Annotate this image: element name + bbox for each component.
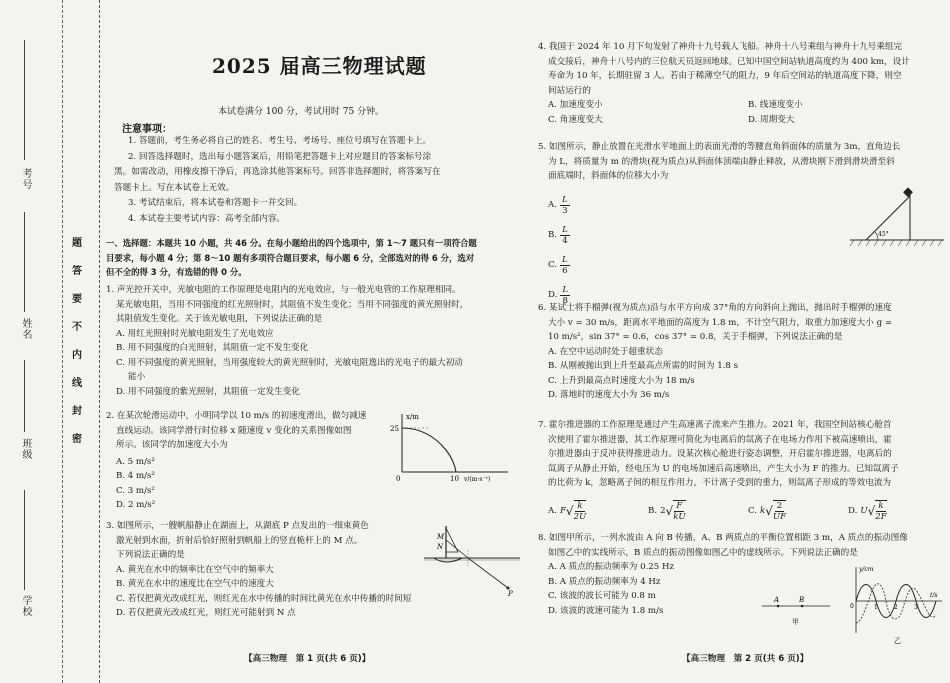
q8-ylabel: y/cm	[859, 566, 874, 573]
q1-option-c: C. 用不同强度的黄光照射，当用强度较大的黄光照射时，光敏电阻逸出的光电子的最大初动	[116, 357, 463, 368]
seal-line-text: 题 答 要 不 内 线 封 密	[72, 238, 82, 445]
q8-xlabel: t/s	[930, 592, 938, 599]
q8-label-a: A	[774, 596, 780, 604]
q2-ytick: 25	[390, 425, 399, 433]
q6-option-d: D. 落地时的速度大小为 36 m/s	[548, 390, 670, 400]
question-6: 6. 某试士将手榴弹(视为质点)沿与水平方向成 37°角的方向斜向上抛出，抛出时手榴弹的速度 大小 v = 30 m/s，距离水平地面的高度为 1.8 m，不计空气阻力，取重力加速度大小 g = 10 m/s²，sin 37° = 0.6，cos 37° = 0.8，关于手榴弹，下列说法正确的是 A. 在空中运动时处于超重状态 B. 从刚被抛出到上升至最高点所需的时间为 1.8 s C. 上升到最高点时速度大小为 18 m/s D. 落地时的速度大小为 36 m/s	[538, 301, 892, 403]
q5-angle-label: 45°	[878, 231, 889, 238]
q7-options	[548, 500, 948, 522]
notice-4: 4. 本试卷主要考试内容：高考全部内容。	[128, 213, 286, 224]
q8-origin: 0	[850, 603, 854, 610]
q2-option-c: C. 3 m/s²	[116, 485, 155, 496]
q2-option-d: D. 2 m/s²	[116, 500, 156, 510]
q3-label-n: N	[437, 543, 444, 551]
footer-page-1: 【高三物理 第 1 页(共 6 页)】	[244, 654, 371, 664]
q6-option-b: B. 从刚被抛出到上升至最高点所需的时间为 1.8 s	[548, 361, 739, 371]
q2-option-a: A. 5 m/s²	[116, 456, 155, 467]
q3-label-m: M	[437, 533, 445, 541]
q7-option-c: C. k √ 2 UF	[748, 501, 787, 522]
question-5: 5. 如图所示，静止放置在光滑水平地面上的表面光滑的等腰直角斜面体的质量为 3m，直角边长 为 L，将质量为 m 的滑块(视为质点)从斜面体顶端由静止释放，从滑块刚下滑到滑块滑至斜 面底端时，斜面体的位移大小为	[538, 142, 901, 181]
name-label: 姓名	[20, 318, 31, 340]
q5-incline-figure	[850, 186, 944, 248]
q3-sailboat-figure	[424, 520, 520, 596]
class-label: 班级	[20, 438, 31, 460]
q8-option-a: A. A 质点的振动频率为 0.25 Hz	[548, 562, 674, 572]
footer-page-2: 【高三物理 第 2 页(共 6 页)】	[682, 654, 809, 664]
q2-xtick: 10	[450, 475, 459, 482]
q8-tick-1: 1	[874, 604, 878, 611]
q2-origin: 0	[396, 475, 401, 482]
question-8: 8. 如图甲所示，一列水波由 A 向 B 传播，A、B 两质点的平衡位置相距 3 m，A 质点的振动图像 如图乙中的实线所示，B 质点的振动图像如图乙中的虚线所示。下列说法正确的是 A. A 质点的振动频率为 0.25 Hz B. A 质点的振动频率为 4 Hz C. 该波的波长可能为 0.8 m D. 该波的波速可能为 1.8 m/s	[538, 531, 908, 618]
exam-no-line	[24, 40, 25, 160]
q5-option-b: B. L 4	[548, 224, 568, 246]
q7-option-d: D. U √ k 2F	[848, 501, 887, 522]
q4-option-b: B. 线速度变小	[748, 100, 803, 110]
q8-option-c: C. 该波的波长可能为 0.8 m	[548, 591, 656, 601]
school-label: 学校	[20, 595, 31, 617]
q8-fig-b	[846, 563, 946, 647]
question-1: 1. 声光控开关中，光敏电阻的工作原理是电阻内的光电效应，与一般光电管的工作原理相同。 某光敏电阻，当用不同强度的红光照射时，其阻值不发生变化；当用不同强度的黄光照射时， 其阻值发生变化。关于该光敏电阻，下列说法正确的是 A. 用红光照射时光敏电阻发生了光电效应 B. 用不同强度的白光照射，其阻值一定不发生变化 C. 用不同强度的黄光照射，当用强度较大的黄光照射时，光敏电阻逸出的光电子的最大初动 能小 D. 用不同强度的紫光照射，其阻值一定发生变化	[106, 283, 468, 399]
notice-title: 注意事项：	[122, 124, 172, 135]
q6-option-a: A. 在空中运动时处于超重状态	[548, 346, 663, 357]
question-4: 4. 我国于 2024 年 10 月下旬发射了神舟十九号载人飞船。神舟十八号乘组与神舟十九号乘组完 成交接后，神舟十八号内的三位航天员返回地球。已知中国空间站轨道高度约为 400 km，设计 寿命为 10 年，长期驻留 3 人。若由于稀薄空气的阻力，9 年后空间站的轨道高度下降，则空 间站运行的 A. 加速度变小 B. 线速度变小 C. 角速度变大 D. 周期变大	[538, 40, 948, 127]
section-1-heading: 一、选择题：本题共 10 小题，共 46 分。在每小题给出的四个选项中，第 1～7 题只有一项符合题 目要求，每小题 4 分；第 8～10 题有多项符合题目要求，每小题 6 分，全部选对的得 6 分，选对 但不全的得 3 分，有选错的得 0 分。	[106, 238, 477, 277]
name-line	[24, 212, 25, 312]
notice-list	[114, 134, 441, 227]
q3-option-c: C. 若仅把黄光改成红光，则红光在水中传播的时间比黄光在水中传播的时间短	[116, 593, 412, 604]
q2-xv-graph	[388, 410, 518, 482]
q3-label-p: P	[508, 590, 513, 596]
q5-options	[548, 190, 570, 310]
q2-xlabel: v/(m·s⁻¹)	[464, 476, 491, 482]
binding-margin	[0, 0, 100, 683]
paper-title: 2025 届高三物理试题	[212, 54, 427, 78]
q4-option-c: C. 角速度变大	[548, 114, 603, 125]
q8-tick-3: 3	[914, 604, 918, 611]
q1-option-d: D. 用不同强度的紫光照射，其阻值一定发生变化	[116, 386, 300, 397]
q8-option-d: D. 该波的波速可能为 1.8 m/s	[548, 605, 664, 616]
q8-option-b: B. A 质点的振动频率为 4 Hz	[548, 576, 661, 587]
q5-option-a: A. L 3	[548, 194, 568, 216]
q1-option-b: B. 用不同强度的白光照射，其阻值一定不发生变化	[116, 343, 309, 353]
q7-option-b: B. 2 √ F kU	[648, 501, 686, 522]
exam-no-label: 考号	[20, 168, 31, 190]
q8-fig-caption-b: 乙	[894, 637, 901, 645]
question-7: 7. 霍尔推进器的工作原理是通过产生高速离子流来产生推力。2021 年，我国空间站核心舱首 次使用了霍尔推进器，其工作原理可简化为电离后的氙离子在电场力作用下被高速喷出，霍 尔推进器由于反冲获得推进动力。设某次核心舱进行姿态调整，开启霍尔推进器，电离后的 氙离子从静止开始，经电压为 U 的电场加速后高速喷出，产生大小为 F 的推力。已知氙离子 的比荷为 k，忽略离子间的相互作用力，不计离子受到的重力，则氙离子形成的等效电流为	[538, 420, 899, 488]
school-line	[24, 490, 25, 590]
q2-ylabel: x/m	[406, 413, 419, 421]
class-line	[24, 360, 25, 432]
notice-3: 3. 考试结束后，将本试卷和答题卡一并交回。	[128, 198, 303, 208]
q3-option-b: B. 黄光在水中的速度比在空气中的速度大	[116, 579, 274, 589]
q8-fig-a	[762, 590, 832, 630]
fold-line	[62, 0, 63, 683]
notice-2-cont2: 答题卡上。写在本试卷上无效。	[114, 182, 235, 193]
q4-option-a: A. 加速度变小	[548, 100, 603, 110]
q5-option-c: C. L 6	[548, 254, 568, 276]
notice-1: 1. 答题前，考生务必将自己的姓名、考生号、考场号、座位号填写在答题卡上。	[128, 136, 432, 146]
q4-option-d: D. 周期变大	[748, 114, 795, 125]
paper-subtitle: 本试卷满分 100 分，考试用时 75 分钟。	[218, 107, 385, 117]
question-3: 3. 如图所示，一艘帆船静止在湖面上，从湖底 P 点发出的一细束黄色 激光射到水面，折射后恰好照射到帆船上的竖直桅杆上的 M 点。 下列说法正确的是 A. 黄光在水中的频率比在空气中的频率大 B. 黄光在水中的速度比在空气中的速度大 C. 若仅把黄光改成红光，则红光在水中传播的时间比黄光在水中传播的时间短 D. 若仅把黄光改成红光，则红光可能射到 N 点	[106, 519, 411, 621]
notice-2: 2. 回答选择题时，选出每小题答案后，用铅笔把答题卡上对应题目的答案标号涂	[128, 151, 432, 162]
q8-fig-caption-a: 甲	[792, 618, 799, 626]
q5-option-d: D. L 8	[548, 284, 569, 306]
q3-option-d: D. 若仅把黄光改成红光，则红光可能射到 N 点	[116, 608, 296, 618]
q7-option-a: A. F √ k 2U	[548, 501, 587, 522]
q3-option-a: A. 黄光在水中的频率比在空气中的频率大	[116, 564, 274, 575]
notice-2-cont: 黑。如需改动，用橡皮擦干净后，再选涂其他答案标号。回答非选择题时，将答案写在	[114, 167, 441, 177]
q8-label-b: B	[799, 596, 805, 604]
q6-option-c: C. 上升到最高点时速度大小为 18 m/s	[548, 375, 695, 386]
q1-option-a: A. 用红光照射时光敏电阻发生了光电效应	[116, 328, 274, 339]
q2-option-b: B. 4 m/s²	[116, 471, 155, 481]
q8-tick-2: 2	[894, 604, 898, 611]
question-2: 2. 在某次轮滑运动中，小明同学以 10 m/s 的初速度滑出，做匀减速 直线运动。该同学滑行时位移 x 随速度 v 变化的关系图像如图 所示。该同学的加速度大小为 A. 5 m/s² B. 4 m/s² C. 3 m/s² D. 2 m/s²	[106, 409, 366, 513]
